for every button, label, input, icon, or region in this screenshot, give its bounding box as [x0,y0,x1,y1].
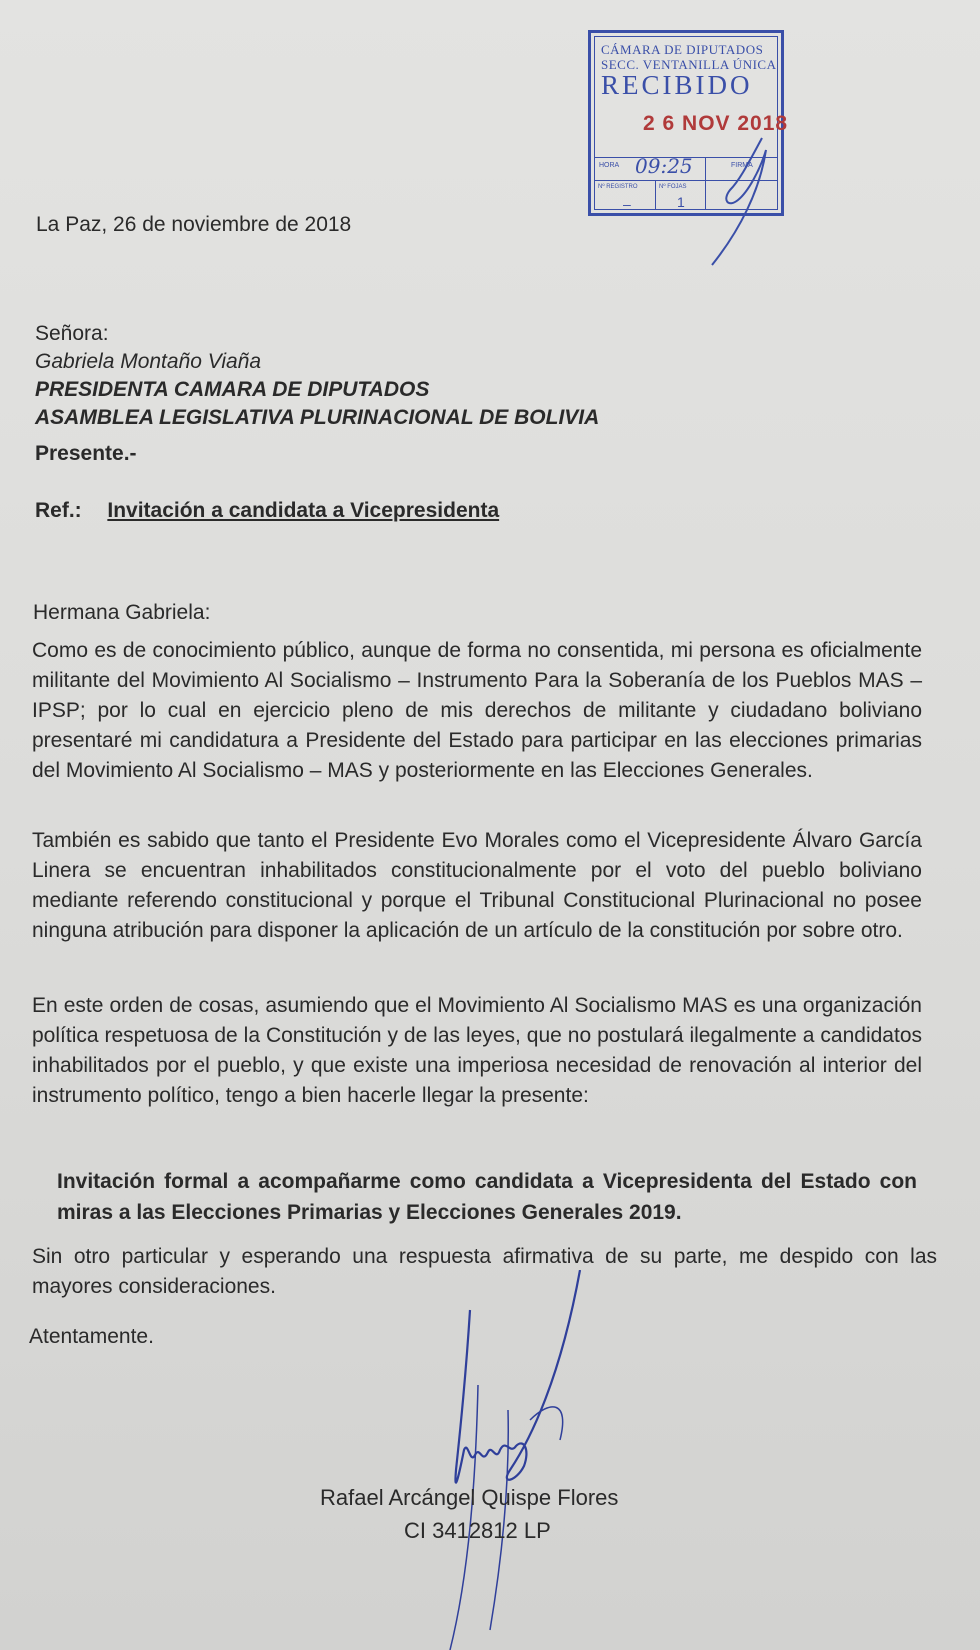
closing-paragraph: Sin otro particular y esperando una respuesta afirmativa de su parte, me despido con las mayores consideraciones. [32,1245,937,1298]
stamp-date: 2 6 NOV 2018 [643,112,789,135]
salutation-title: Señora: [35,322,109,345]
stamp-received-label: RECIBIDO [601,70,753,100]
stamp-register-value: – [623,196,631,212]
signer-name: Rafael Arcángel Quispe Flores [320,1485,619,1510]
stamp-section-line: SECC. VENTANILLA ÚNICA [601,57,777,72]
signer-id: CI 3412812 LP [404,1518,551,1543]
place-date: La Paz, 26 de noviembre de 2018 [36,213,352,236]
body-paragraph-2: También es sabido que tanto el Presidente Evo Morales como el Vicepresidente Álvaro García Linera se encuentran inhabilitados constitucionalmente por el voto del pueblo boliviano mediante referendo constitucional y porque el Tribunal Constitucional Plurinacional no posee ninguna atribución para disponer la aplicación de un artículo de la constitución por sobre otro. [32,829,922,942]
recipient-organization: ASAMBLEA LEGISLATIVA PLURINACIONAL DE BOLIVIA [35,406,600,429]
stamp-pages-value: 1 [677,194,685,210]
recipient-name: Gabriela Montaño Viaña [35,350,262,373]
reference-subject: Invitación a candidata a Vicepresidenta [107,499,500,522]
presente: Presente.- [35,442,137,465]
stamp-pages-label: Nº FOJAS [659,184,687,190]
stamp-chamber-line: CÁMARA DE DIPUTADOS [601,42,764,57]
stamp-grid-divider [655,180,656,209]
reference-line [35,496,499,526]
greeting: Hermana Gabriela: [33,601,211,624]
stamp-signature-mark [700,130,790,270]
invitation-statement: Invitación formal a acompañarme como candidata a Vicepresidenta del Estado con miras a las Elecciones Primarias y Elecciones Generales 2019. [57,1170,917,1224]
recipient-role: PRESIDENTA CAMARA DE DIPUTADOS [35,378,430,401]
body-paragraph-1: Como es de conocimiento público, aunque de forma no consentida, mi persona es oficialmente militante del Movimiento Al Socialismo – Instrumento Para la Soberanía de los Pueblos MAS – IPSP; por lo cual en ejercicio pleno de mis derechos de militante y ciudadano boliviano presentaré mi candidatura a Presidente del Estado para participar en las elecciones primarias del Movimiento Al Socialismo – MAS y posteriormente en las Elecciones Generales. [32,639,922,782]
stamp-signature-label: FIRMA [731,162,753,169]
stamp-hour-label: HORA [599,162,620,169]
body-paragraph-3: En este orden de cosas, asumiendo que el Movimiento Al Socialismo MAS es una organización política respetuosa de la Constitución y de las leyes, que no postulará ilegalmente a candidatos inhabilitados por el pueblo, y que existe una imperiosa necesidad de renovación al interior del instrumento político, tengo a bien hacerle llegar la presente: [32,994,922,1107]
signature [420,1270,620,1650]
sign-off: Atentamente. [29,1325,154,1348]
reference-label: Ref.: [35,499,82,522]
stamp-hour-value: 09:25 [635,154,693,178]
stamp-register-label: Nº REGISTRO [598,184,638,190]
